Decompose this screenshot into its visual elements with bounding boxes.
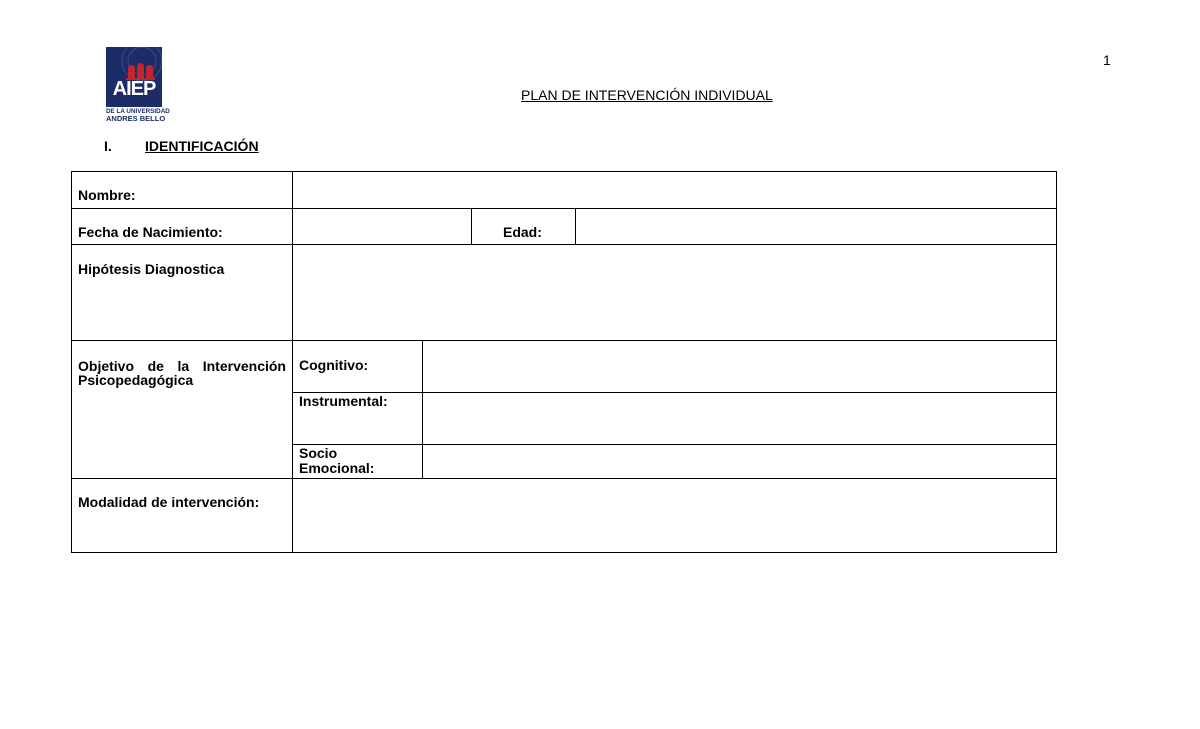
objetivo-word: Objetivo	[78, 358, 135, 374]
hipotesis-diagnostica-label: Hipótesis Diagnostica	[78, 261, 225, 277]
instrumental-label: Instrumental:	[299, 393, 388, 409]
cognitivo-label: Cognitivo:	[299, 357, 369, 373]
logo-emblem	[106, 47, 162, 107]
fecha-nacimiento-field[interactable]	[293, 209, 471, 244]
socio-emocional-label	[299, 446, 374, 476]
nombre-label: Nombre:	[78, 187, 136, 203]
table-border-left	[71, 171, 72, 553]
instrumental-field[interactable]	[423, 393, 1056, 444]
modalidad-intervencion-field[interactable]	[293, 479, 1056, 552]
socio-label-line2: Emocional:	[299, 460, 375, 476]
section-title: IDENTIFICACIÓN	[145, 138, 259, 154]
cognitivo-field[interactable]	[423, 341, 1056, 392]
objetivo-word: Intervención	[202, 358, 286, 374]
socio-label-line1: Socio	[299, 445, 338, 461]
logo-subtitle-line2: ANDRES BELLO	[106, 114, 166, 123]
objetivo-word: la	[177, 358, 190, 374]
page-number: 1	[1103, 52, 1111, 68]
hipotesis-diagnostica-field[interactable]	[293, 245, 1056, 340]
nombre-field[interactable]	[293, 172, 1056, 208]
table-border-right	[1056, 171, 1057, 553]
edad-label: Edad:	[503, 224, 542, 240]
table-border-bottom	[71, 552, 1057, 553]
document-title: PLAN DE INTERVENCIÓN INDIVIDUAL	[521, 87, 773, 103]
fecha-cell-divider	[471, 208, 472, 245]
edad-field[interactable]	[576, 209, 1056, 244]
identification-table	[71, 171, 1057, 553]
socio-emocional-field[interactable]	[423, 445, 1056, 478]
logo-subtitle	[106, 108, 170, 123]
objetivo-label-line2: Psicopedagógica	[78, 372, 194, 388]
objetivo-word: de	[147, 358, 164, 374]
logo-subtitle-line1: DE LA UNIVERSIDAD	[106, 108, 170, 115]
logo-wordmark: AIEP	[112, 78, 156, 100]
fecha-nacimiento-label: Fecha de Nacimiento:	[78, 224, 223, 240]
modalidad-intervencion-label: Modalidad de intervención:	[78, 494, 260, 510]
section-number: I.	[104, 138, 112, 154]
aiep-logo	[106, 47, 170, 123]
